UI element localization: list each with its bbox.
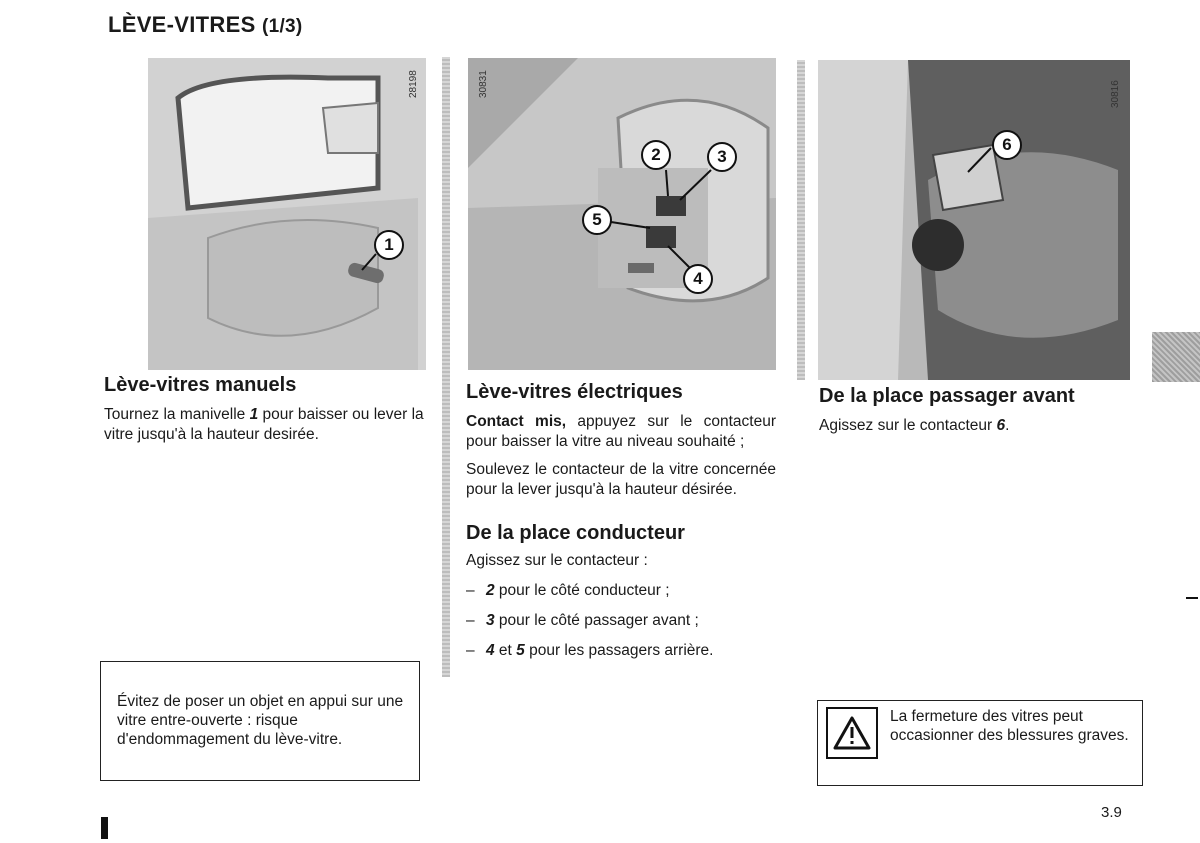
figure-electric-switches [468,58,776,370]
callout-5: 5 [582,205,612,235]
manual-text-b: pour baisser ou lever la vitre jusqu'à la hauteur desirée. [104,406,424,443]
electric-instructions [466,412,776,500]
list-item: – 2 pour le côté conducteur ; [466,582,670,599]
figure-manual-window-crank [148,58,426,370]
callout-1: 1 [374,230,404,260]
driver-intro: Agissez sur le contacteur : [466,552,648,569]
figure-code: 30831 [478,70,489,98]
passenger-text-b: . [1005,417,1010,434]
passenger-text-a: Agissez sur le contacteur [819,417,997,434]
warning-triangle-icon-glyph [832,715,872,751]
warning-content [826,707,1134,759]
section-marker [101,817,108,839]
driver-instructions [466,551,776,661]
electric-p1-rest: appuyez sur le contacteur pour baisser la vitre au niveau souhaité ; [466,413,776,450]
heading-electric: Lève-vitres électriques [466,381,683,403]
column-divider-left [442,57,450,677]
note-text: Évitez de poser un objet en appui sur une vitre entre-ouverte : risque d'endommagement du lève-vitre. [117,693,404,748]
electric-p1-bold: Contact mis, [466,413,567,430]
passenger-instructions [819,416,1129,436]
edge-mark [1186,597,1198,599]
warning-text: La fermeture des vitres peut occasionner des blessures graves. [890,708,1129,744]
callout-2: 2 [641,140,671,170]
column-manual [104,374,424,453]
column-electric [466,381,776,671]
warning-box [817,700,1143,786]
callout-4: 4 [683,264,713,294]
driver-switch-list [466,581,776,661]
heading-manual: Lève-vitres manuels [104,374,297,396]
page-number: 3.9 [1101,804,1122,821]
side-thumb-tab [1152,332,1200,382]
figure-passenger-switch-illustration [818,60,1130,380]
figure-passenger-switch [818,60,1130,380]
electric-p2: Soulevez le contacteur de la vitre concernée pour la lever jusqu'à la hauteur désirée. [466,461,776,498]
note-box [100,661,420,781]
column-divider-right [797,60,805,380]
figure-code: 28198 [408,70,419,98]
heading-passenger: De la place passager avant [819,385,1075,407]
manual-text-num: 1 [249,406,259,423]
callout-6: 6 [992,130,1022,160]
figure-manual-window-crank-illustration [148,58,426,370]
passenger-text-num: 6 [996,417,1006,434]
column-passenger [819,385,1129,444]
callout-3: 3 [707,142,737,172]
warning-triangle-icon [826,707,878,759]
page-title [108,12,303,38]
figure-electric-switches-illustration [468,58,776,370]
figure-code: 30816 [1110,80,1121,108]
manual-instructions [104,405,424,445]
list-item: – 3 pour le côté passager avant ; [466,612,699,629]
list-item: – 4 et 5 pour les passagers arrière. [466,642,714,659]
page-title-part: (1/3) [261,16,303,37]
heading-driver: De la place conducteur [466,522,685,544]
page-title-text: LÈVE-VITRES [108,12,256,37]
manual-text-a: Tournez la manivelle [104,406,250,423]
